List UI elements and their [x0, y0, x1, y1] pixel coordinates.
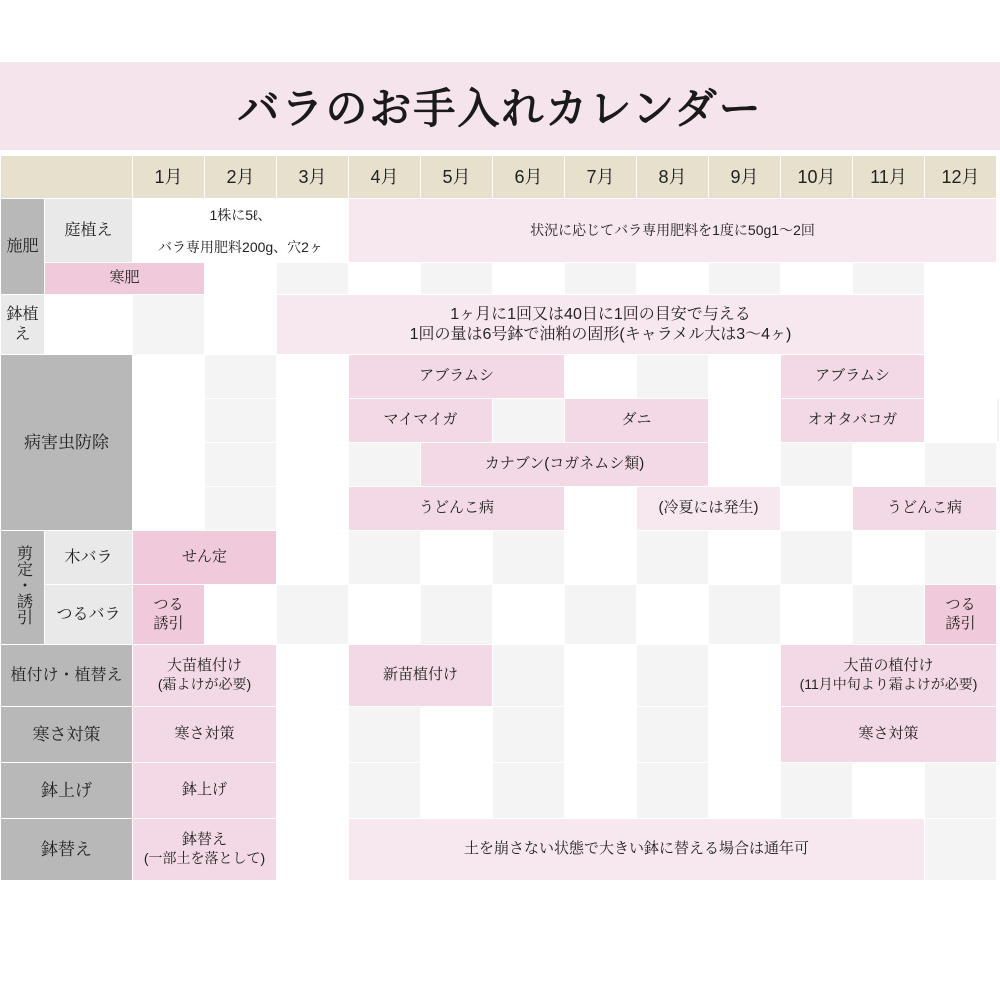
- cell-udonko-1: [133, 487, 205, 531]
- cell-climb-6: [493, 585, 565, 645]
- month-header-11: 11月: [853, 156, 925, 199]
- row-pot-up: [1, 763, 1000, 819]
- cell-tsuru-dec-line1: つる: [945, 595, 976, 613]
- cell-pot-up: 鉢上げ: [133, 763, 277, 819]
- month-header-1: 1月: [133, 156, 205, 199]
- cell-cold-9: [709, 707, 781, 763]
- cell-oonae-autumn-line2: (11月中旬より霜よけが必要): [799, 676, 978, 693]
- row-label-repotting: 鉢替え: [1, 819, 133, 881]
- row-garden-planting-a: [1, 199, 1000, 233]
- cell-tsuru-jan: [133, 585, 205, 645]
- cell-cold-5: [421, 707, 493, 763]
- cell-udonko-spring: うどんこ病: [349, 487, 565, 531]
- cell-udonko-12: [997, 487, 1000, 531]
- row-label-planting: [1, 645, 133, 707]
- row-label-climbing-rose: つるバラ: [45, 585, 133, 645]
- cell-climb-10: [781, 585, 853, 645]
- month-header-12: 12月: [925, 156, 997, 199]
- cell-aphid-2: [205, 355, 277, 399]
- cell-climb-5: [421, 585, 493, 645]
- cell-potup-3: [277, 763, 349, 819]
- cell-oonae-autumn-line1: 大苗の植付け: [843, 657, 934, 675]
- cell-insect-3: [277, 399, 349, 443]
- cell-aphid-spring: アブラムシ: [349, 355, 565, 399]
- cell-pot-schedule: [277, 295, 925, 355]
- cell-insect-1: [133, 399, 205, 443]
- cell-pot-schedule-line1: 1ヶ月に1回又は40日に1回の目安で与える: [450, 305, 751, 323]
- row-cold-measures: [1, 707, 1000, 763]
- row-label-tree-rose: 木バラ: [45, 531, 133, 585]
- cell-climb-8: [637, 585, 709, 645]
- cell-repotting-winter-line1: 鉢替え: [181, 831, 227, 849]
- row-climbing-rose: [1, 585, 1000, 645]
- cell-kanabun-1: [133, 443, 205, 487]
- row-pot-planting: [1, 295, 1000, 355]
- cell-repotting-winter-line2: (一部土を落として): [143, 850, 266, 867]
- row-label-pest-control: 病害虫防除: [1, 355, 133, 531]
- cell-tsuru-dec: [925, 585, 997, 645]
- row-label-planting-text: 植付け・植替え: [10, 666, 123, 684]
- page-title: バラのお手入れカレンダー: [237, 85, 763, 132]
- cell-insect-6: [493, 399, 565, 443]
- cell-pot-blank-2: [133, 295, 205, 355]
- cell-kanpi-blank-6: [421, 263, 493, 295]
- cell-kanpi-blank-12: [853, 263, 925, 295]
- cell-repot-12: [925, 819, 997, 881]
- cell-udonko-3: [277, 487, 349, 531]
- table-header-row: [1, 156, 1000, 199]
- month-header-10: 10月: [781, 156, 853, 199]
- row-label-pot-up: 鉢上げ: [1, 763, 133, 819]
- cell-oonae-spring-line2: (霜よけが必要): [157, 676, 252, 693]
- cell-tsuru-dec-line2: 誘引: [945, 614, 976, 632]
- cell-cold-3: [277, 707, 349, 763]
- cell-tree-8: [637, 531, 709, 585]
- cell-kanabun-4: [349, 443, 421, 487]
- row-pest-aphid: [1, 355, 1000, 399]
- month-header-3: 3月: [277, 156, 349, 199]
- month-header-5: 5月: [421, 156, 493, 199]
- cell-plant-8: [637, 645, 709, 707]
- cell-kanabun-2: [205, 443, 277, 487]
- cell-climb-4: [349, 585, 421, 645]
- cell-kanabun-10: [781, 443, 853, 487]
- cell-cold-8: [637, 707, 709, 763]
- row-label-pruning: [1, 531, 45, 645]
- row-pest-kanabun: [1, 443, 1000, 487]
- cell-kanpi-blank-5: [349, 263, 421, 295]
- cell-repot-3: [277, 819, 349, 881]
- cell-cold-spring: 寒さ対策: [133, 707, 277, 763]
- cell-plant-3: [277, 645, 349, 707]
- row-planting: [1, 645, 1000, 707]
- row-tree-rose: [1, 531, 1000, 585]
- cell-cold-autumn: 寒さ対策: [781, 707, 997, 763]
- header-corner: [1, 156, 133, 199]
- cell-insect-2: [205, 399, 277, 443]
- row-label-fertilizer: 施肥: [1, 199, 45, 295]
- cell-aphid-1: [133, 355, 205, 399]
- row-label-cold-measures: 寒さ対策: [1, 707, 133, 763]
- cell-oonae-spring-line1: 大苗植付け: [166, 657, 242, 675]
- cell-plant-9: [709, 645, 781, 707]
- cell-kanpi-blank-3: [205, 263, 277, 295]
- cell-climb-3: [277, 585, 349, 645]
- cell-potup-8: [637, 763, 709, 819]
- row-repotting: [1, 819, 1000, 881]
- cell-kanpi-blank-4: [277, 263, 349, 295]
- cell-tree-10: [781, 531, 853, 585]
- cell-pot-blank-1: [45, 295, 133, 355]
- month-header-4: 4月: [349, 156, 421, 199]
- cell-maimaiga: マイマイガ: [349, 399, 493, 443]
- cell-potup-10: [781, 763, 853, 819]
- cell-aphid-3: [277, 355, 349, 399]
- cell-sentei: せん定: [133, 531, 277, 585]
- cell-plant-6: [493, 645, 565, 707]
- cell-tree-7: [565, 531, 637, 585]
- cell-aphid-autumn: アブラムシ: [781, 355, 925, 399]
- cell-potup-7: [565, 763, 637, 819]
- cell-tree-12: [925, 531, 997, 585]
- month-header-2: 2月: [205, 156, 277, 199]
- cell-insect-12: [925, 399, 997, 443]
- title-band: [0, 62, 1000, 150]
- cell-tree-5: [421, 531, 493, 585]
- cell-kanpi-blank-8: [565, 263, 637, 295]
- cell-kanpi-blank-10: [709, 263, 781, 295]
- cell-cold-6: [493, 707, 565, 763]
- care-calendar-table: [0, 155, 1000, 881]
- cell-kanabun-3: [277, 443, 349, 487]
- cell-kanpi-blank-13: [925, 263, 997, 295]
- cell-kanabun-11: [853, 443, 925, 487]
- cell-potup-12: [925, 763, 997, 819]
- cell-kanabun-12: [925, 443, 997, 487]
- cell-tree-3: [277, 531, 349, 585]
- cell-cold-4: [349, 707, 421, 763]
- cell-plant-7: [565, 645, 637, 707]
- cell-potup-4: [349, 763, 421, 819]
- month-header-6: 6月: [493, 156, 565, 199]
- cell-ootabakoga: オオタバコガ: [781, 399, 925, 443]
- cell-oonae-autumn: [781, 645, 997, 707]
- cell-climb-11: [853, 585, 925, 645]
- cell-kanabun: カナブン(コガネムシ類): [421, 443, 709, 487]
- cell-udonko-cool-summer: (冷夏には発生): [637, 487, 781, 531]
- cell-cold-7: [565, 707, 637, 763]
- cell-kanpi: 寒肥: [45, 263, 205, 295]
- cell-tree-11: [853, 531, 925, 585]
- cell-kanabun-9: [709, 443, 781, 487]
- cell-aphid-8: [637, 355, 709, 399]
- cell-kanpi-blank-7: [493, 263, 565, 295]
- cell-tree-6: [493, 531, 565, 585]
- cell-garden-fertilizer-detail: バラ専用肥料200g、穴2ヶ: [133, 233, 349, 263]
- cell-tree-4: [349, 531, 421, 585]
- cell-climb-7: [565, 585, 637, 645]
- cell-garden-seasonal: 状況に応じてバラ専用肥料を1度に50g1～2回: [349, 199, 997, 263]
- row-pest-insects: [1, 399, 1000, 443]
- cell-insect-13: [997, 399, 1000, 443]
- cell-potup-11: [853, 763, 925, 819]
- cell-udonko-10: [781, 487, 853, 531]
- cell-kanpi-blank-9: [637, 263, 709, 295]
- cell-potup-5: [421, 763, 493, 819]
- cell-insect-9: [709, 399, 781, 443]
- cell-tsuru-jan-line1: つる: [153, 595, 184, 613]
- row-label-garden-planting: 庭植え: [45, 199, 133, 263]
- cell-pot-blank-3: [205, 295, 277, 355]
- cell-pot-schedule-line2: 1回の量は6号鉢で油粕の固形(キャラメル大は3～4ヶ): [409, 325, 792, 343]
- month-header-7: 7月: [565, 156, 637, 199]
- cell-udonko-2: [205, 487, 277, 531]
- cell-udonko-autumn: うどんこ病: [853, 487, 997, 531]
- cell-potup-6: [493, 763, 565, 819]
- cell-garden-dose: 1株に5ℓ、: [133, 199, 349, 233]
- month-header-8: 8月: [637, 156, 709, 199]
- cell-potup-9: [709, 763, 781, 819]
- cell-tree-9: [709, 531, 781, 585]
- row-label-pruning-text: 剪定・誘引: [14, 544, 32, 625]
- cell-kanpi-blank-11: [781, 263, 853, 295]
- cell-tsuru-jan-line2: 誘引: [153, 614, 184, 632]
- cell-aphid-7: [565, 355, 637, 399]
- cell-climb-2: [205, 585, 277, 645]
- cell-udonko-7: [565, 487, 637, 531]
- cell-repotting-allyear: 土を崩さない状態で大きい鉢に替える場合は通年可: [349, 819, 925, 881]
- cell-repotting-winter: [133, 819, 277, 881]
- cell-climb-9: [709, 585, 781, 645]
- cell-shinnae: 新苗植付け: [349, 645, 493, 707]
- cell-aphid-9: [709, 355, 781, 399]
- cell-dani: ダニ: [565, 399, 709, 443]
- row-kanpi: [1, 263, 1000, 295]
- row-pest-udonko: [1, 487, 1000, 531]
- month-header-9: 9月: [709, 156, 781, 199]
- cell-aphid-12: [925, 355, 997, 399]
- row-label-pot-planting: 鉢植え: [1, 295, 45, 355]
- cell-oonae-spring: [133, 645, 277, 707]
